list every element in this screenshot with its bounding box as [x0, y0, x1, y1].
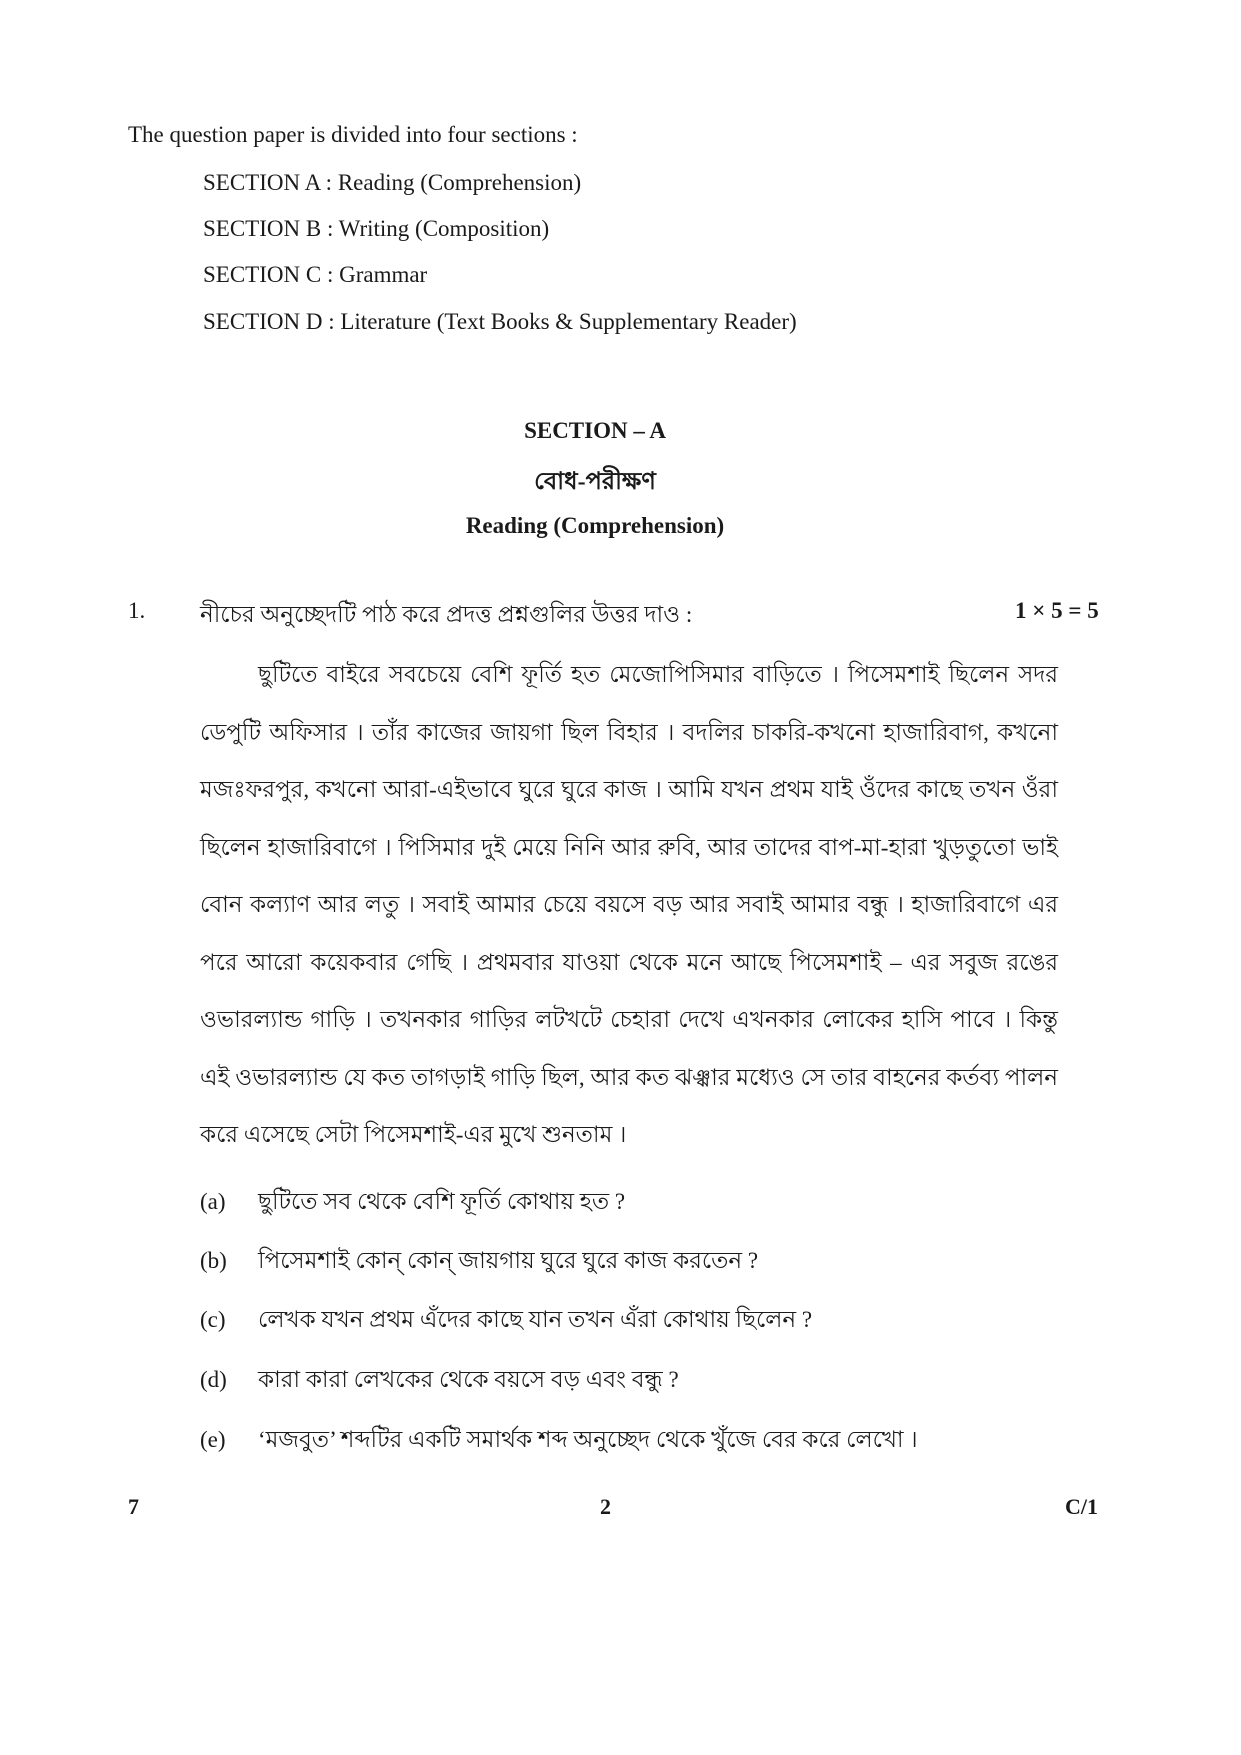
sub-question-a [200, 1183, 625, 1222]
sub-question-label: (d) [200, 1367, 227, 1392]
sub-question-text: কারা কারা লেখকের থেকে বয়সে বড় এবং বন্ধু ? [258, 1367, 679, 1392]
intro-text: The question paper is divided into four sections : [128, 122, 578, 147]
sub-question-b [200, 1242, 758, 1281]
footer-page-number: 2 [600, 1494, 611, 1519]
section-title-english: Reading (Comprehension) [465, 513, 725, 538]
sub-question-text: পিসেমশাই কোন্ কোন্ জায়গায় ঘুরে ঘুরে কাজ করতেন ? [258, 1248, 759, 1273]
section-list-item-b: SECTION B : Writing (Composition) [203, 216, 550, 241]
sub-question-label: (a) [200, 1189, 226, 1214]
section-heading: SECTION – A [524, 418, 666, 443]
question-number: 1. [128, 598, 146, 623]
question-instruction: নীচের অনুচ্ছেদটি পাঠ করে প্রদত্ত প্রশ্নগুলির উত্তর দাও : [200, 602, 693, 627]
section-list-item-c: SECTION C : Grammar [203, 262, 428, 287]
section-list-item-a: SECTION A : Reading (Comprehension) [203, 170, 582, 195]
sub-question-d [200, 1361, 679, 1400]
comprehension-passage: ছুটিতে বাইরে সবচেয়ে বেশি ফূর্তি হত মেজোপিসিমার বাড়িতে । পিসেমশাই ছিলেন সদর ডেপুটি অফিসার । তাঁর কাজের জায়গা ছিল বিহার । বদলির চাকরি-কখনো হাজারিবাগ, কখনো মজঃফরপুর, কখনো আরা-এইভাবে ঘুরে ঘুরে কাজ । আমি যখন প্রথম যাই ওঁদের কাছে তখন ওঁরা ছিলেন হাজারিবাগে । পিসিমার দুই মেয়ে নিনি আর রুবি, আর তাদের বাপ-মা-হারা খুড়তুতো ভাই বোন কল্যাণ আর লতু । সবাই আমার চেয়ে বয়সে বড় আর সবাই আমার বন্ধু । হাজারিবাগে এর পরে আরো কয়েকবার গেছি । প্রথমবার যাওয়া থেকে মনে আছে পিসেমশাই – এর সবুজ রঙের ওভারল্যান্ড গাড়ি । তখনকার গাড়ির লটখটে চেহারা দেখে এখনকার লোকের হাসি পাবে । কিন্তু এই ওভারল্যান্ড যে কত তাগড়াই গাড়ি ছিল, আর কত ঝঞ্ঝার মধ্যেও সে তার বাহনের কর্তব্য পালন করে এসেছে সেটা পিসেমশাই-এর মুখে শুনতাম । [200, 662, 1058, 1147]
sub-question-text: ছুটিতে সব থেকে বেশি ফূর্তি কোথায় হত ? [258, 1189, 626, 1214]
sub-question-label: (b) [200, 1248, 227, 1273]
sub-question-label: (c) [200, 1307, 226, 1332]
sub-question-text: লেখক যখন প্রথম এঁদের কাছে যান তখন এঁরা কোথায় ছিলেন ? [258, 1307, 813, 1332]
sub-question-c [200, 1301, 812, 1340]
footer-page-code: 7 [128, 1494, 139, 1519]
sub-question-text: ‘মজবুত’ শব্দটির একটি সমার্থক শব্দ অনুচ্ছেদ থেকে খুঁজে বের করে লেখো । [258, 1427, 918, 1452]
sub-question-label: (e) [200, 1427, 226, 1452]
section-title-bengali: বোধ-পরীক্ষণ [534, 469, 656, 495]
question-marks: 1 × 5 = 5 [1015, 598, 1099, 623]
sub-question-e [200, 1421, 918, 1460]
section-list-item-d: SECTION D : Literature (Text Books & Supplementary Reader) [203, 309, 797, 334]
footer-paper-code: C/1 [1065, 1494, 1098, 1519]
